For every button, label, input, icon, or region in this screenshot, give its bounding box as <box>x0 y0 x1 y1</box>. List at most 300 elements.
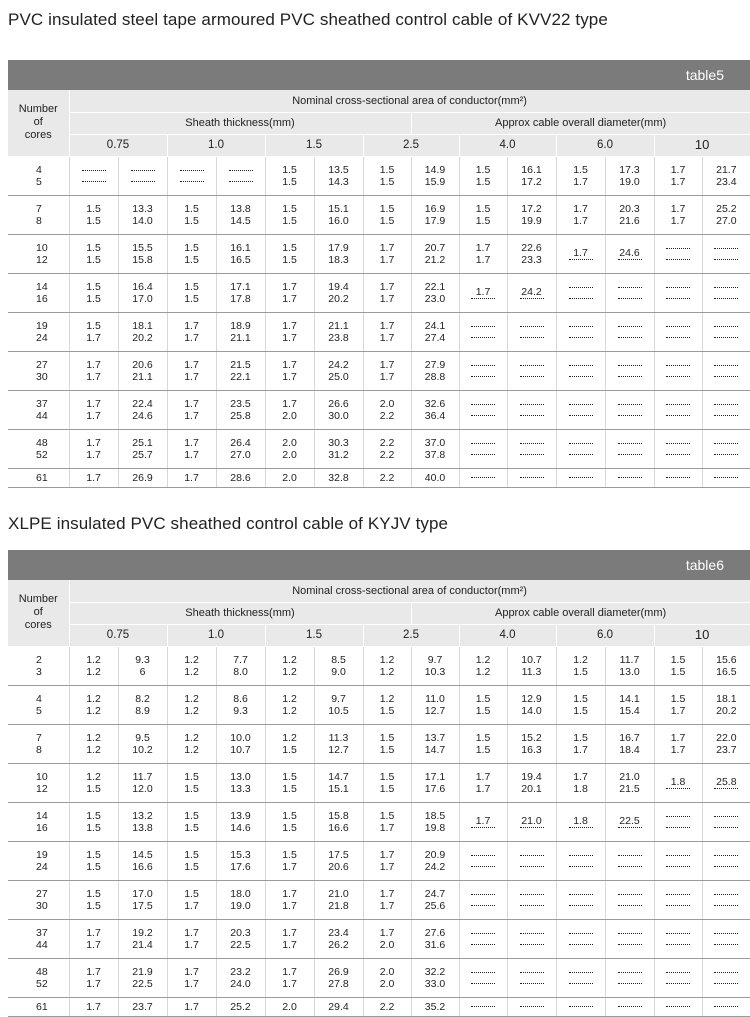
sheath-cell: 1.2 1.5 <box>69 763 118 802</box>
cores-cell: 10 12 <box>8 763 69 802</box>
dash-placeholder <box>618 894 642 895</box>
diameter-cell <box>702 919 750 958</box>
sheath-cell: 1.7 1.7 <box>265 958 314 997</box>
sheath-cell: 1.7 1.7 <box>556 195 605 234</box>
dash-placeholder <box>714 365 738 366</box>
dash-placeholder <box>520 983 544 984</box>
diameter-cell: 37.0 37.8 <box>411 429 459 468</box>
diameter-cell: 9.7 10.3 <box>411 646 459 685</box>
sheath-cell <box>654 997 702 1016</box>
size-header: 1.5 <box>265 624 363 646</box>
dash-placeholder <box>618 972 642 973</box>
dash-placeholder <box>666 287 690 288</box>
sheath-cell: 1.5 1.5 <box>167 763 216 802</box>
dash-placeholder <box>666 326 690 327</box>
sheath-cell: 2.2 <box>363 997 411 1016</box>
cores-cell: 4 5 <box>8 156 69 195</box>
diameter-cell: 32.2 33.0 <box>411 958 459 997</box>
diameter-cell: 23.5 25.8 <box>216 390 265 429</box>
diameter-cell: 13.3 14.0 <box>118 195 167 234</box>
dash-placeholder <box>520 376 544 377</box>
sheath-cell <box>654 880 702 919</box>
sheath-cell: 1.5 1.5 <box>69 841 118 880</box>
diameter-cell <box>507 351 556 390</box>
size-header: 0.75 <box>69 624 167 646</box>
sheath-cell: 1.5 1.5 <box>459 685 507 724</box>
sheath-cell <box>654 351 702 390</box>
table-row <box>8 880 750 919</box>
sheath-cell: 2.2 <box>363 468 411 487</box>
diameter-cell: 11.0 12.7 <box>411 685 459 724</box>
sheath-cell: 1.5 1.7 <box>167 880 216 919</box>
dash-placeholder <box>471 855 495 856</box>
sheath-cell <box>654 312 702 351</box>
sheath-cell: 1.7 2.0 <box>363 919 411 958</box>
sheath-cell: 1.5 1.5 <box>69 195 118 234</box>
diameter-cell: 13.2 13.8 <box>118 802 167 841</box>
sheath-thickness-header: Sheath thickness(mm) <box>69 112 411 134</box>
dash-placeholder <box>714 298 738 299</box>
sheath-cell: 1.8 <box>556 802 605 841</box>
dash-placeholder <box>714 827 738 828</box>
dash-placeholder <box>471 972 495 973</box>
table-row <box>8 958 750 997</box>
dash-placeholder <box>618 983 642 984</box>
dash-placeholder <box>714 972 738 973</box>
diameter-cell: 16.9 17.9 <box>411 195 459 234</box>
dash-placeholder <box>618 827 642 828</box>
sheath-cell <box>459 312 507 351</box>
diameter-cell <box>702 802 750 841</box>
dash-placeholder <box>569 905 593 906</box>
table-row <box>8 390 750 429</box>
sheath-cell <box>556 351 605 390</box>
dash-placeholder <box>520 404 544 405</box>
diameter-cell: 21.1 23.8 <box>314 312 363 351</box>
diameter-cell: 40.0 <box>411 468 459 487</box>
sheath-cell: 1.7 <box>69 997 118 1016</box>
dash-placeholder <box>471 983 495 984</box>
dash-placeholder <box>131 181 155 182</box>
dash-placeholder <box>666 827 690 828</box>
table6-label: table6 <box>685 557 724 573</box>
diameter-cell <box>605 880 654 919</box>
sheath-cell: 1.5 1.5 <box>265 763 314 802</box>
diameter-header: Approx cable overall diameter(mm) <box>411 112 750 134</box>
sheath-cell: 1.7 1.7 <box>69 919 118 958</box>
cores-cell: 14 16 <box>8 273 69 312</box>
dash-placeholder <box>569 944 593 945</box>
size-header: 4.0 <box>459 624 556 646</box>
dash-placeholder <box>714 477 738 478</box>
diameter-cell: 23.7 <box>118 997 167 1016</box>
sheath-cell <box>459 880 507 919</box>
diameter-cell <box>605 312 654 351</box>
diameter-cell <box>216 156 265 195</box>
dash-placeholder <box>82 181 106 182</box>
sheath-cell: 1.7 1.7 <box>363 234 411 273</box>
sheath-cell <box>556 997 605 1016</box>
sheath-cell: 1.7 1.7 <box>363 351 411 390</box>
dash-placeholder <box>180 181 204 182</box>
diameter-cell: 12.9 14.0 <box>507 685 556 724</box>
dash-placeholder <box>569 972 593 973</box>
sheath-cell: 1.7 1.7 <box>167 958 216 997</box>
sheath-cell: 1.7 1.7 <box>69 958 118 997</box>
dash-placeholder <box>618 454 642 455</box>
dash-placeholder <box>520 415 544 416</box>
cores-header: Number of cores <box>8 90 69 156</box>
diameter-cell <box>507 958 556 997</box>
diameter-cell: 20.6 21.1 <box>118 351 167 390</box>
table6-spec-table <box>8 580 750 1017</box>
diameter-cell: 8.6 9.3 <box>216 685 265 724</box>
diameter-cell: 19.4 20.2 <box>314 273 363 312</box>
sheath-cell <box>459 390 507 429</box>
sheath-cell <box>654 802 702 841</box>
table-row <box>8 919 750 958</box>
sheath-cell <box>459 919 507 958</box>
cores-cell: 7 8 <box>8 195 69 234</box>
dash-placeholder <box>520 894 544 895</box>
sheath-cell <box>654 468 702 487</box>
dash-placeholder <box>666 866 690 867</box>
sheath-cell: 1.8 <box>654 763 702 802</box>
diameter-cell: 18.0 19.0 <box>216 880 265 919</box>
table-row <box>8 841 750 880</box>
dash-placeholder <box>520 866 544 867</box>
dash-placeholder <box>569 983 593 984</box>
sheath-cell: 1.5 1.7 <box>654 685 702 724</box>
dash-placeholder <box>714 816 738 817</box>
dash-placeholder <box>471 376 495 377</box>
table-row <box>8 156 750 195</box>
diameter-cell: 14.5 16.6 <box>118 841 167 880</box>
dash-placeholder <box>471 827 495 828</box>
dash-placeholder <box>520 905 544 906</box>
sheath-cell: 1.7 1.7 <box>363 312 411 351</box>
sheath-cell: 1.5 1.5 <box>459 195 507 234</box>
sheath-cell: 1.7 1.7 <box>167 351 216 390</box>
dash-placeholder <box>520 298 544 299</box>
diameter-cell: 26.9 <box>118 468 167 487</box>
diameter-cell: 13.0 13.3 <box>216 763 265 802</box>
size-header: 2.5 <box>363 624 459 646</box>
dash-placeholder <box>666 788 690 789</box>
diameter-cell: 10.0 10.7 <box>216 724 265 763</box>
dash-placeholder <box>618 404 642 405</box>
dash-placeholder <box>569 259 593 260</box>
dash-placeholder <box>569 326 593 327</box>
diameter-cell: 15.1 16.0 <box>314 195 363 234</box>
dash-placeholder <box>714 933 738 934</box>
diameter-cell <box>605 351 654 390</box>
diameter-cell: 26.4 27.0 <box>216 429 265 468</box>
dash-placeholder <box>714 788 738 789</box>
diameter-cell: 30.3 31.2 <box>314 429 363 468</box>
sheath-cell: 1.7 1.7 <box>167 312 216 351</box>
diameter-cell: 8.5 9.0 <box>314 646 363 685</box>
sheath-cell: 1.2 1.2 <box>167 724 216 763</box>
dash-placeholder <box>471 298 495 299</box>
dash-placeholder <box>471 443 495 444</box>
dash-placeholder <box>618 415 642 416</box>
dash-placeholder <box>569 933 593 934</box>
dash-placeholder <box>714 905 738 906</box>
diameter-cell: 22.4 24.6 <box>118 390 167 429</box>
dash-placeholder <box>666 443 690 444</box>
sheath-cell: 1.5 1.7 <box>556 724 605 763</box>
sheath-cell: 1.5 1.5 <box>265 156 314 195</box>
dash-placeholder <box>618 337 642 338</box>
size-header: 6.0 <box>556 134 654 156</box>
dash-placeholder <box>618 443 642 444</box>
dash-placeholder <box>471 866 495 867</box>
sheath-cell: 1.5 1.5 <box>459 156 507 195</box>
sheath-cell: 1.7 1.7 <box>69 390 118 429</box>
diameter-cell <box>507 468 556 487</box>
size-header: 4.0 <box>459 134 556 156</box>
dash-placeholder <box>714 415 738 416</box>
sheath-cell <box>556 841 605 880</box>
size-header: 10 <box>654 134 750 156</box>
diameter-cell: 7.7 8.0 <box>216 646 265 685</box>
sheath-cell: 1.5 1.5 <box>69 880 118 919</box>
table-row <box>8 234 750 273</box>
dash-placeholder <box>520 477 544 478</box>
dash-placeholder <box>666 477 690 478</box>
dash-placeholder <box>569 376 593 377</box>
diameter-cell: 11.7 13.0 <box>605 646 654 685</box>
sheath-cell: 1.7 1.7 <box>265 312 314 351</box>
dash-placeholder <box>618 944 642 945</box>
sheath-cell: 1.5 1.7 <box>265 841 314 880</box>
dash-placeholder <box>618 1006 642 1007</box>
dash-placeholder <box>666 415 690 416</box>
diameter-cell: 24.2 25.0 <box>314 351 363 390</box>
diameter-cell: 17.5 20.6 <box>314 841 363 880</box>
sheath-cell: 1.5 1.5 <box>167 273 216 312</box>
sheath-cell <box>459 997 507 1016</box>
sheath-cell: 1.2 1.2 <box>459 646 507 685</box>
dash-placeholder <box>520 454 544 455</box>
diameter-cell <box>702 841 750 880</box>
diameter-cell: 22.0 23.7 <box>702 724 750 763</box>
diameter-cell: 13.7 14.7 <box>411 724 459 763</box>
dash-placeholder <box>714 376 738 377</box>
sheath-cell: 1.5 1.5 <box>363 156 411 195</box>
table-row <box>8 802 750 841</box>
dash-placeholder <box>471 944 495 945</box>
diameter-cell <box>702 958 750 997</box>
diameter-cell <box>702 468 750 487</box>
diameter-cell: 20.9 24.2 <box>411 841 459 880</box>
diameter-cell: 22.6 23.3 <box>507 234 556 273</box>
dash-placeholder <box>618 376 642 377</box>
dash-placeholder <box>520 365 544 366</box>
sheath-cell: 1.5 1.5 <box>363 195 411 234</box>
dash-placeholder <box>666 983 690 984</box>
diameter-cell: 9.7 10.5 <box>314 685 363 724</box>
diameter-cell <box>605 841 654 880</box>
diameter-cell: 15.6 16.5 <box>702 646 750 685</box>
dash-placeholder <box>569 298 593 299</box>
dash-placeholder <box>714 404 738 405</box>
sheath-cell <box>459 841 507 880</box>
dash-placeholder <box>666 248 690 249</box>
dash-placeholder <box>520 933 544 934</box>
sheath-cell <box>556 919 605 958</box>
diameter-cell <box>702 312 750 351</box>
sheath-cell: 1.2 1.5 <box>265 724 314 763</box>
sheath-cell: 1.5 1.5 <box>654 646 702 685</box>
dash-placeholder <box>666 972 690 973</box>
diameter-cell: 16.7 18.4 <box>605 724 654 763</box>
sheath-cell: 1.2 1.2 <box>265 685 314 724</box>
sheath-cell <box>556 273 605 312</box>
cores-cell: 10 12 <box>8 234 69 273</box>
sheath-cell: 1.7 <box>459 802 507 841</box>
diameter-cell: 26.6 30.0 <box>314 390 363 429</box>
diameter-cell <box>605 429 654 468</box>
sheath-cell: 1.2 1.5 <box>363 685 411 724</box>
dash-placeholder <box>714 259 738 260</box>
diameter-cell: 17.0 17.5 <box>118 880 167 919</box>
size-header: 1.0 <box>167 624 265 646</box>
dash-placeholder <box>666 454 690 455</box>
sheath-cell: 1.7 1.7 <box>167 919 216 958</box>
sheath-cell: 1.7 1.7 <box>459 763 507 802</box>
diameter-cell: 27.9 28.8 <box>411 351 459 390</box>
sheath-cell <box>556 390 605 429</box>
diameter-cell: 18.1 20.2 <box>118 312 167 351</box>
diameter-cell: 16.1 17.2 <box>507 156 556 195</box>
diameter-cell: 24.6 <box>605 234 654 273</box>
diameter-cell: 32.6 36.4 <box>411 390 459 429</box>
dash-placeholder <box>569 894 593 895</box>
diameter-cell: 21.5 22.1 <box>216 351 265 390</box>
sheath-cell: 2.0 2.0 <box>265 429 314 468</box>
sheath-cell: 1.5 1.5 <box>265 802 314 841</box>
diameter-cell <box>605 390 654 429</box>
sheath-cell: 1.7 1.7 <box>265 880 314 919</box>
sheath-cell: 1.5 1.7 <box>363 802 411 841</box>
diameter-cell <box>702 880 750 919</box>
sheath-cell: 1.5 1.5 <box>363 724 411 763</box>
dash-placeholder <box>618 905 642 906</box>
diameter-cell: 11.7 12.0 <box>118 763 167 802</box>
diameter-cell: 27.6 31.6 <box>411 919 459 958</box>
diameter-cell <box>507 880 556 919</box>
diameter-cell: 25.8 <box>702 763 750 802</box>
sheath-cell <box>556 468 605 487</box>
dash-placeholder <box>714 855 738 856</box>
dash-placeholder <box>666 944 690 945</box>
cores-cell: 37 44 <box>8 919 69 958</box>
sheath-cell: 1.5 1.5 <box>167 195 216 234</box>
diameter-cell <box>507 997 556 1016</box>
diameter-cell: 25.2 27.0 <box>702 195 750 234</box>
dash-placeholder <box>618 933 642 934</box>
cores-cell: 2 3 <box>8 646 69 685</box>
diameter-cell <box>702 997 750 1016</box>
dash-placeholder <box>520 972 544 973</box>
sheath-cell: 1.2 1.2 <box>265 646 314 685</box>
diameter-cell: 35.2 <box>411 997 459 1016</box>
dash-placeholder <box>520 855 544 856</box>
dash-placeholder <box>618 477 642 478</box>
cores-cell: 7 8 <box>8 724 69 763</box>
sheath-cell <box>654 429 702 468</box>
sheath-cell: 1.2 1.2 <box>69 685 118 724</box>
diameter-cell: 14.1 15.4 <box>605 685 654 724</box>
diameter-cell <box>702 273 750 312</box>
diameter-cell <box>605 958 654 997</box>
sheath-cell: 2.0 2.2 <box>363 390 411 429</box>
dash-placeholder <box>666 1006 690 1007</box>
diameter-cell: 13.5 14.3 <box>314 156 363 195</box>
size-header: 2.5 <box>363 134 459 156</box>
sheath-cell <box>654 390 702 429</box>
dash-placeholder <box>569 337 593 338</box>
sheath-cell: 1.5 1.7 <box>69 312 118 351</box>
sheath-cell: 1.7 1.7 <box>363 273 411 312</box>
sheath-cell: 1.7 1.7 <box>167 390 216 429</box>
sheath-cell: 1.7 <box>167 468 216 487</box>
sheath-cell: 1.7 1.7 <box>265 273 314 312</box>
dash-placeholder <box>520 944 544 945</box>
sheath-cell <box>556 958 605 997</box>
dash-placeholder <box>714 287 738 288</box>
diameter-cell <box>507 841 556 880</box>
dash-placeholder <box>714 326 738 327</box>
diameter-cell: 13.9 14.6 <box>216 802 265 841</box>
diameter-cell: 11.3 12.7 <box>314 724 363 763</box>
sheath-cell: 1.2 1.2 <box>363 646 411 685</box>
diameter-cell: 19.2 21.4 <box>118 919 167 958</box>
cores-cell: 61 <box>8 997 69 1016</box>
diameter-cell: 25.1 25.7 <box>118 429 167 468</box>
diameter-cell <box>605 919 654 958</box>
sheath-cell: 1.2 1.5 <box>556 646 605 685</box>
diameter-cell: 15.5 15.8 <box>118 234 167 273</box>
dash-placeholder <box>666 933 690 934</box>
diameter-cell: 17.3 19.0 <box>605 156 654 195</box>
sheath-cell: 1.7 1.7 <box>363 841 411 880</box>
diameter-cell: 14.7 15.1 <box>314 763 363 802</box>
dash-placeholder <box>666 404 690 405</box>
diameter-cell: 25.2 <box>216 997 265 1016</box>
sheath-cell: 1.5 1.5 <box>167 802 216 841</box>
sheath-cell: 1.5 1.5 <box>363 763 411 802</box>
diameter-cell: 15.8 16.6 <box>314 802 363 841</box>
dash-placeholder <box>618 287 642 288</box>
diameter-cell <box>702 234 750 273</box>
cores-cell: 48 52 <box>8 429 69 468</box>
diameter-cell: 15.3 17.6 <box>216 841 265 880</box>
diameter-cell: 18.1 20.2 <box>702 685 750 724</box>
table6-banner <box>8 550 750 580</box>
sheath-cell <box>556 312 605 351</box>
dash-placeholder <box>180 170 204 171</box>
dash-placeholder <box>569 454 593 455</box>
sheath-cell: 1.7 1.7 <box>654 724 702 763</box>
sheath-cell <box>556 429 605 468</box>
diameter-cell: 21.0 21.5 <box>605 763 654 802</box>
cores-cell: 37 44 <box>8 390 69 429</box>
sheath-cell <box>459 958 507 997</box>
table-row <box>8 646 750 685</box>
